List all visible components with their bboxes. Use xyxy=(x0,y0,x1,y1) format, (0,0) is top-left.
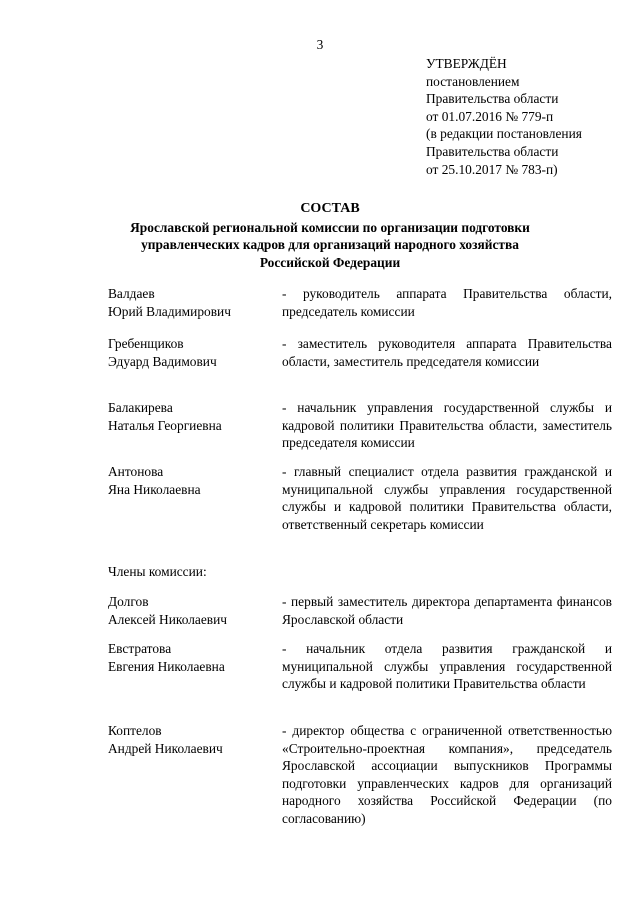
member-surname: Балакирева xyxy=(108,400,173,415)
members-label: Члены комиссии: xyxy=(108,564,207,579)
member-given-name: Эдуард Вадимович xyxy=(108,353,217,369)
member-role: - заместитель руководителя аппарата Правительства области, заместитель председателя комиссии xyxy=(282,336,612,369)
member-given-name: Андрей Николаевич xyxy=(108,740,223,756)
member-name xyxy=(108,593,278,628)
member-name xyxy=(108,463,278,498)
member-given-name: Яна Николаевна xyxy=(108,481,201,497)
member-role: - руководитель аппарата Правительства области, председатель комиссии xyxy=(282,286,612,319)
approval-line: Правительства области xyxy=(426,91,559,107)
member-name xyxy=(108,285,278,320)
title-line: управленческих кадров для организаций народного хозяйства xyxy=(141,237,519,253)
document-title xyxy=(80,200,580,271)
member-name xyxy=(108,399,278,434)
member-role: - начальник управления государственной службы и кадровой политики Правительства области, заместитель председателя комиссии xyxy=(282,400,612,451)
member-name xyxy=(108,640,278,675)
approval-line: Правительства области xyxy=(426,143,559,159)
member-surname: Коптелов xyxy=(108,723,162,738)
member-name xyxy=(108,335,278,370)
member-given-name: Алексей Николаевич xyxy=(108,611,228,627)
approval-line: постановлением xyxy=(426,73,520,89)
approval-line: от 01.07.2016 № 779-п xyxy=(426,108,554,124)
member-role: - директор общества с ограниченной ответственностью «Строительно-проектная компания», председатель Ярославской ассоциации выпускников Программы подготовки управленческих кадров для организаций народного хозяйства Российской Федерации (по согласованию) xyxy=(282,723,612,826)
title-line: Российской Федерации xyxy=(259,254,401,270)
approval-line: (в редакции постановления xyxy=(426,126,582,142)
member-given-name: Юрий Владимирович xyxy=(108,303,231,319)
member-role: - начальник отдела развития гражданской и муниципальной службы управления государственной службы и кадровой политики Правительства области xyxy=(282,641,612,692)
member-role: - главный специалист отдела развития гражданской и муниципальной службы управления государственной службы и кадровой политики Правительства области, ответственный секретарь комиссии xyxy=(282,464,612,532)
member-given-name: Наталья Георгиевна xyxy=(108,417,222,433)
member-surname: Долгов xyxy=(108,594,149,609)
member-surname: Гребенщиков xyxy=(108,336,184,351)
title-heading: СОСТАВ xyxy=(300,201,360,216)
member-surname: Евстратова xyxy=(108,641,172,656)
approval-stamp xyxy=(426,55,626,178)
member-given-name: Евгения Николаевна xyxy=(108,658,225,674)
page-number: 3 xyxy=(316,37,324,52)
member-role: - первый заместитель директора департамента финансов Ярославской области xyxy=(282,594,612,627)
member-surname: Валдаев xyxy=(108,286,155,301)
title-line: Ярославской региональной комиссии по организации подготовки xyxy=(130,219,530,235)
approval-line: от 25.10.2017 № 783-п) xyxy=(426,161,558,177)
member-name xyxy=(108,722,278,757)
member-surname: Антонова xyxy=(108,464,164,479)
approval-line: УТВЕРЖДЁН xyxy=(426,56,507,71)
